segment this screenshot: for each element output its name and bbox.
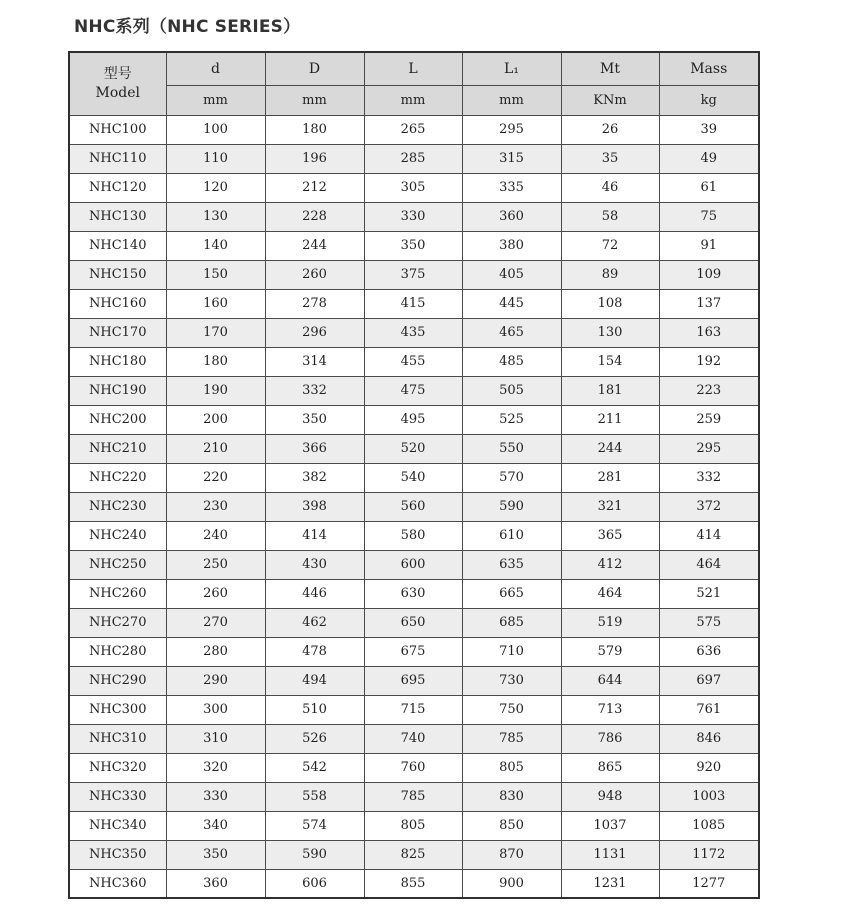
- model-cell: NHC360: [69, 869, 166, 898]
- value-cell: 210: [166, 434, 265, 463]
- value-cell: 900: [462, 869, 561, 898]
- value-cell: 519: [561, 608, 659, 637]
- model-cell: NHC290: [69, 666, 166, 695]
- value-cell: 505: [462, 376, 561, 405]
- value-cell: 285: [364, 144, 462, 173]
- value-cell: 192: [659, 347, 759, 376]
- value-cell: 465: [462, 318, 561, 347]
- value-cell: 250: [166, 550, 265, 579]
- value-cell: 850: [462, 811, 561, 840]
- model-cell: NHC300: [69, 695, 166, 724]
- value-cell: 510: [265, 695, 364, 724]
- value-cell: 228: [265, 202, 364, 231]
- model-cell: NHC130: [69, 202, 166, 231]
- value-cell: 75: [659, 202, 759, 231]
- header-model-zh: 型号: [103, 65, 132, 82]
- header-col-L: L: [364, 52, 462, 85]
- value-cell: 372: [659, 492, 759, 521]
- value-cell: 281: [561, 463, 659, 492]
- value-cell: 330: [166, 782, 265, 811]
- model-cell: NHC340: [69, 811, 166, 840]
- header-label-row: [69, 52, 759, 85]
- value-cell: 72: [561, 231, 659, 260]
- header-model: [69, 52, 166, 115]
- value-cell: 526: [265, 724, 364, 753]
- table-row: [69, 753, 759, 782]
- value-cell: 330: [364, 202, 462, 231]
- value-cell: 365: [561, 521, 659, 550]
- value-cell: 445: [462, 289, 561, 318]
- value-cell: 1231: [561, 869, 659, 898]
- model-cell: NHC110: [69, 144, 166, 173]
- value-cell: 154: [561, 347, 659, 376]
- value-cell: 170: [166, 318, 265, 347]
- value-cell: 920: [659, 753, 759, 782]
- table-row: [69, 724, 759, 753]
- value-cell: 713: [561, 695, 659, 724]
- value-cell: 265: [364, 115, 462, 144]
- value-cell: 300: [166, 695, 265, 724]
- nhc-spec-table: [68, 51, 760, 899]
- page-title: NHC系列（NHC SERIES）: [74, 17, 301, 37]
- value-cell: 181: [561, 376, 659, 405]
- model-cell: NHC240: [69, 521, 166, 550]
- value-cell: 414: [265, 521, 364, 550]
- value-cell: 296: [265, 318, 364, 347]
- model-cell: NHC270: [69, 608, 166, 637]
- value-cell: 412: [561, 550, 659, 579]
- value-cell: 635: [462, 550, 561, 579]
- value-cell: 542: [265, 753, 364, 782]
- value-cell: 140: [166, 231, 265, 260]
- value-cell: 495: [364, 405, 462, 434]
- model-cell: NHC310: [69, 724, 166, 753]
- table-row: [69, 231, 759, 260]
- value-cell: 606: [265, 869, 364, 898]
- header-col-Mass: Mass: [659, 52, 759, 85]
- value-cell: 130: [561, 318, 659, 347]
- model-cell: NHC100: [69, 115, 166, 144]
- header-col-D: D: [265, 52, 364, 85]
- model-cell: NHC320: [69, 753, 166, 782]
- value-cell: 574: [265, 811, 364, 840]
- value-cell: 89: [561, 260, 659, 289]
- value-cell: 948: [561, 782, 659, 811]
- value-cell: 550: [462, 434, 561, 463]
- value-cell: 150: [166, 260, 265, 289]
- value-cell: 575: [659, 608, 759, 637]
- value-cell: 375: [364, 260, 462, 289]
- unit-Mt: KNm: [561, 85, 659, 115]
- value-cell: 26: [561, 115, 659, 144]
- header-col-Mt: Mt: [561, 52, 659, 85]
- value-cell: 636: [659, 637, 759, 666]
- value-cell: 120: [166, 173, 265, 202]
- model-cell: NHC180: [69, 347, 166, 376]
- table-row: [69, 260, 759, 289]
- value-cell: 455: [364, 347, 462, 376]
- value-cell: 39: [659, 115, 759, 144]
- value-cell: 382: [265, 463, 364, 492]
- value-cell: 600: [364, 550, 462, 579]
- value-cell: 475: [364, 376, 462, 405]
- value-cell: 590: [265, 840, 364, 869]
- value-cell: 58: [561, 202, 659, 231]
- model-cell: NHC250: [69, 550, 166, 579]
- value-cell: 350: [364, 231, 462, 260]
- value-cell: 360: [166, 869, 265, 898]
- unit-L1: mm: [462, 85, 561, 115]
- value-cell: 398: [265, 492, 364, 521]
- value-cell: 278: [265, 289, 364, 318]
- unit-Mass: kg: [659, 85, 759, 115]
- value-cell: 332: [659, 463, 759, 492]
- model-cell: NHC260: [69, 579, 166, 608]
- value-cell: 715: [364, 695, 462, 724]
- value-cell: 244: [265, 231, 364, 260]
- value-cell: 46: [561, 173, 659, 202]
- value-cell: 130: [166, 202, 265, 231]
- value-cell: 760: [364, 753, 462, 782]
- value-cell: 786: [561, 724, 659, 753]
- table-row: [69, 376, 759, 405]
- table-row: [69, 115, 759, 144]
- table-body: [69, 115, 759, 898]
- table-header: [69, 52, 759, 115]
- value-cell: 414: [659, 521, 759, 550]
- value-cell: 212: [265, 173, 364, 202]
- table-row: [69, 202, 759, 231]
- value-cell: 830: [462, 782, 561, 811]
- value-cell: 710: [462, 637, 561, 666]
- value-cell: 180: [265, 115, 364, 144]
- value-cell: 163: [659, 318, 759, 347]
- model-cell: NHC150: [69, 260, 166, 289]
- value-cell: 91: [659, 231, 759, 260]
- table-row: [69, 521, 759, 550]
- model-cell: NHC330: [69, 782, 166, 811]
- value-cell: 259: [659, 405, 759, 434]
- value-cell: 462: [265, 608, 364, 637]
- value-cell: 109: [659, 260, 759, 289]
- value-cell: 644: [561, 666, 659, 695]
- value-cell: 785: [364, 782, 462, 811]
- value-cell: 478: [265, 637, 364, 666]
- table-row: [69, 492, 759, 521]
- value-cell: 110: [166, 144, 265, 173]
- value-cell: 260: [265, 260, 364, 289]
- value-cell: 580: [364, 521, 462, 550]
- value-cell: 314: [265, 347, 364, 376]
- table-row: [69, 869, 759, 898]
- value-cell: 211: [561, 405, 659, 434]
- value-cell: 295: [659, 434, 759, 463]
- table-row: [69, 695, 759, 724]
- value-cell: 865: [561, 753, 659, 782]
- value-cell: 1003: [659, 782, 759, 811]
- value-cell: 730: [462, 666, 561, 695]
- value-cell: 61: [659, 173, 759, 202]
- value-cell: 1037: [561, 811, 659, 840]
- value-cell: 35: [561, 144, 659, 173]
- value-cell: 464: [659, 550, 759, 579]
- value-cell: 464: [561, 579, 659, 608]
- value-cell: 785: [462, 724, 561, 753]
- value-cell: 520: [364, 434, 462, 463]
- value-cell: 1172: [659, 840, 759, 869]
- value-cell: 695: [364, 666, 462, 695]
- model-cell: NHC220: [69, 463, 166, 492]
- value-cell: 415: [364, 289, 462, 318]
- value-cell: 1085: [659, 811, 759, 840]
- value-cell: 761: [659, 695, 759, 724]
- value-cell: 740: [364, 724, 462, 753]
- value-cell: 295: [462, 115, 561, 144]
- value-cell: 805: [364, 811, 462, 840]
- value-cell: 320: [166, 753, 265, 782]
- model-cell: NHC190: [69, 376, 166, 405]
- value-cell: 675: [364, 637, 462, 666]
- value-cell: 697: [659, 666, 759, 695]
- value-cell: 108: [561, 289, 659, 318]
- value-cell: 200: [166, 405, 265, 434]
- value-cell: 160: [166, 289, 265, 318]
- model-cell: NHC140: [69, 231, 166, 260]
- value-cell: 196: [265, 144, 364, 173]
- value-cell: 360: [462, 202, 561, 231]
- table-row: [69, 144, 759, 173]
- value-cell: 49: [659, 144, 759, 173]
- value-cell: 430: [265, 550, 364, 579]
- value-cell: 494: [265, 666, 364, 695]
- value-cell: 305: [364, 173, 462, 202]
- value-cell: 521: [659, 579, 759, 608]
- table-row: [69, 637, 759, 666]
- value-cell: 570: [462, 463, 561, 492]
- value-cell: 137: [659, 289, 759, 318]
- value-cell: 290: [166, 666, 265, 695]
- value-cell: 310: [166, 724, 265, 753]
- table-row: [69, 405, 759, 434]
- model-cell: NHC280: [69, 637, 166, 666]
- table-row: [69, 550, 759, 579]
- table-row: [69, 579, 759, 608]
- value-cell: 805: [462, 753, 561, 782]
- value-cell: 485: [462, 347, 561, 376]
- value-cell: 665: [462, 579, 561, 608]
- value-cell: 435: [364, 318, 462, 347]
- value-cell: 260: [166, 579, 265, 608]
- value-cell: 244: [561, 434, 659, 463]
- value-cell: 846: [659, 724, 759, 753]
- value-cell: 540: [364, 463, 462, 492]
- unit-L: mm: [364, 85, 462, 115]
- value-cell: 321: [561, 492, 659, 521]
- value-cell: 590: [462, 492, 561, 521]
- value-cell: 685: [462, 608, 561, 637]
- value-cell: 825: [364, 840, 462, 869]
- value-cell: 1131: [561, 840, 659, 869]
- value-cell: 180: [166, 347, 265, 376]
- value-cell: 870: [462, 840, 561, 869]
- table-row: [69, 666, 759, 695]
- value-cell: 446: [265, 579, 364, 608]
- table-row: [69, 463, 759, 492]
- table-row: [69, 840, 759, 869]
- table-row: [69, 811, 759, 840]
- value-cell: 280: [166, 637, 265, 666]
- table-row: [69, 318, 759, 347]
- value-cell: 525: [462, 405, 561, 434]
- value-cell: 350: [166, 840, 265, 869]
- value-cell: 223: [659, 376, 759, 405]
- model-cell: NHC350: [69, 840, 166, 869]
- model-cell: NHC170: [69, 318, 166, 347]
- header-col-L1: L₁: [462, 52, 561, 85]
- value-cell: 750: [462, 695, 561, 724]
- value-cell: 100: [166, 115, 265, 144]
- table-row: [69, 347, 759, 376]
- header-model-en: Model: [95, 84, 140, 101]
- model-cell: NHC210: [69, 434, 166, 463]
- value-cell: 855: [364, 869, 462, 898]
- value-cell: 240: [166, 521, 265, 550]
- value-cell: 315: [462, 144, 561, 173]
- header-unit-row: [69, 85, 759, 115]
- value-cell: 630: [364, 579, 462, 608]
- value-cell: 332: [265, 376, 364, 405]
- value-cell: 366: [265, 434, 364, 463]
- value-cell: 230: [166, 492, 265, 521]
- model-cell: NHC200: [69, 405, 166, 434]
- model-cell: NHC230: [69, 492, 166, 521]
- value-cell: 610: [462, 521, 561, 550]
- table-row: [69, 289, 759, 318]
- value-cell: 340: [166, 811, 265, 840]
- value-cell: 380: [462, 231, 561, 260]
- header-col-d: d: [166, 52, 265, 85]
- table-row: [69, 434, 759, 463]
- value-cell: 1277: [659, 869, 759, 898]
- value-cell: 560: [364, 492, 462, 521]
- value-cell: 405: [462, 260, 561, 289]
- table-row: [69, 782, 759, 811]
- value-cell: 579: [561, 637, 659, 666]
- value-cell: 558: [265, 782, 364, 811]
- value-cell: 270: [166, 608, 265, 637]
- value-cell: 350: [265, 405, 364, 434]
- model-cell: NHC160: [69, 289, 166, 318]
- table-row: [69, 608, 759, 637]
- value-cell: 190: [166, 376, 265, 405]
- value-cell: 650: [364, 608, 462, 637]
- table-row: [69, 173, 759, 202]
- model-cell: NHC120: [69, 173, 166, 202]
- value-cell: 220: [166, 463, 265, 492]
- value-cell: 335: [462, 173, 561, 202]
- unit-D: mm: [265, 85, 364, 115]
- unit-d: mm: [166, 85, 265, 115]
